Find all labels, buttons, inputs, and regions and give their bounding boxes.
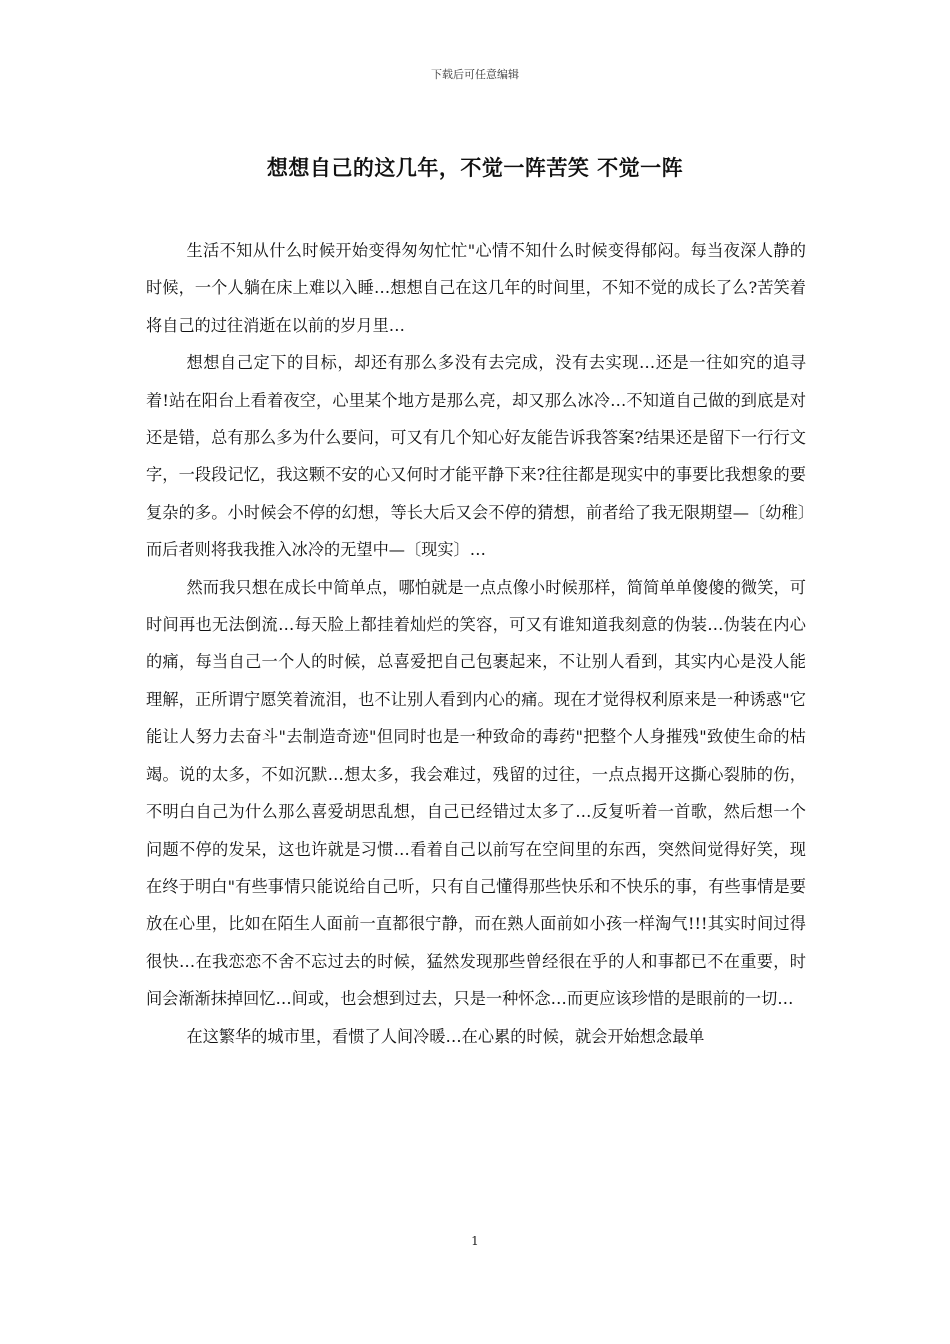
page-number: 1 — [471, 1234, 479, 1248]
paragraph-1: 生活不知从什么时候开始变得匆匆忙忙"心情不知什么时候变得郁闷。每当夜深人静的时候，一个人躺在床上难以入睡…想想自己在这几年的时间里，不知不觉的成长了么?苦笑着将自己的过往消逝在以前的岁月里… — [146, 241, 806, 335]
paragraph-4: 在这繁华的城市里，看惯了人间冷暖…在心累的时候，就会开始想念最单 — [186, 1026, 705, 1046]
paragraph-2: 想想自己定下的目标，却还有那么多没有去完成，没有去实现…还是一往如究的追寻着!站在阳台上看着夜空，心里某个地方是那么亮，却又那么冰冷…不知道自己做的到底是对还是错，总有那么多为什么要问，可又有几个知心好友能告诉我答案?结果还是留下一行行文字，一段段记忆，我这颗不安的心又何时才能平静下来?往往都是现实中的事要比我想象的要复杂的多。小时候会不停的幻想，等长大后又会不停的猜想，前者给了我无限期望—〔幼稚〕而后者则将我我推入冰冷的无望中—〔现实〕… — [146, 353, 806, 560]
paragraph-3: 然而我只想在成长中简单点，哪怕就是一点点像小时候那样，简简单单傻傻的微笑，可时间再也无法倒流…每天脸上都挂着灿烂的笑容，可又有谁知道我刻意的伪装…伪装在内心的痛，每当自己一个人的时候，总喜爱把自己包裹起来，不让别人看到，其实内心是没人能理解，正所谓宁愿笑着流泪，也不让别人看到内心的痛。现在才觉得权利原来是一种诱惑"它能让人努力去奋斗"去制造奇迹"但同时也是一种致命的毒药"把整个人身摧残"致使生命的枯竭。说的太多，不如沉默…想太多，我会难过，残留的过往，一点点揭开这撕心裂肺的伤，不明白自己为什么那么喜爱胡思乱想，自己已经错过太多了…反复听着一首歌，然后想一个问题不停的发呆，这也许就是习惯…看着自己以前写在空间里的东西，突然间觉得好笑，现在终于明白"有些事情只能说给自己听，只有自己懂得那些快乐和不快乐的事，有些事情是要放在心里，比如在陌生人面前一直都很宁静，而在熟人面前如小孩一样淘气!!!其实时间过得很快…在我恋恋不舍不忘过去的时候，猛然发现那些曾经很在乎的人和事都已不在重要，时间会渐渐抹掉回忆…间或，也会想到过去，只是一种怀念…而更应该珍惜的是眼前的一切… — [146, 577, 806, 1009]
page-header-note: 下载后可任意编辑 — [431, 68, 519, 81]
document-title: 想想自己的这几年，不觉一阵苦笑 不觉一阵 — [266, 156, 684, 180]
document-body — [146, 232, 806, 1055]
